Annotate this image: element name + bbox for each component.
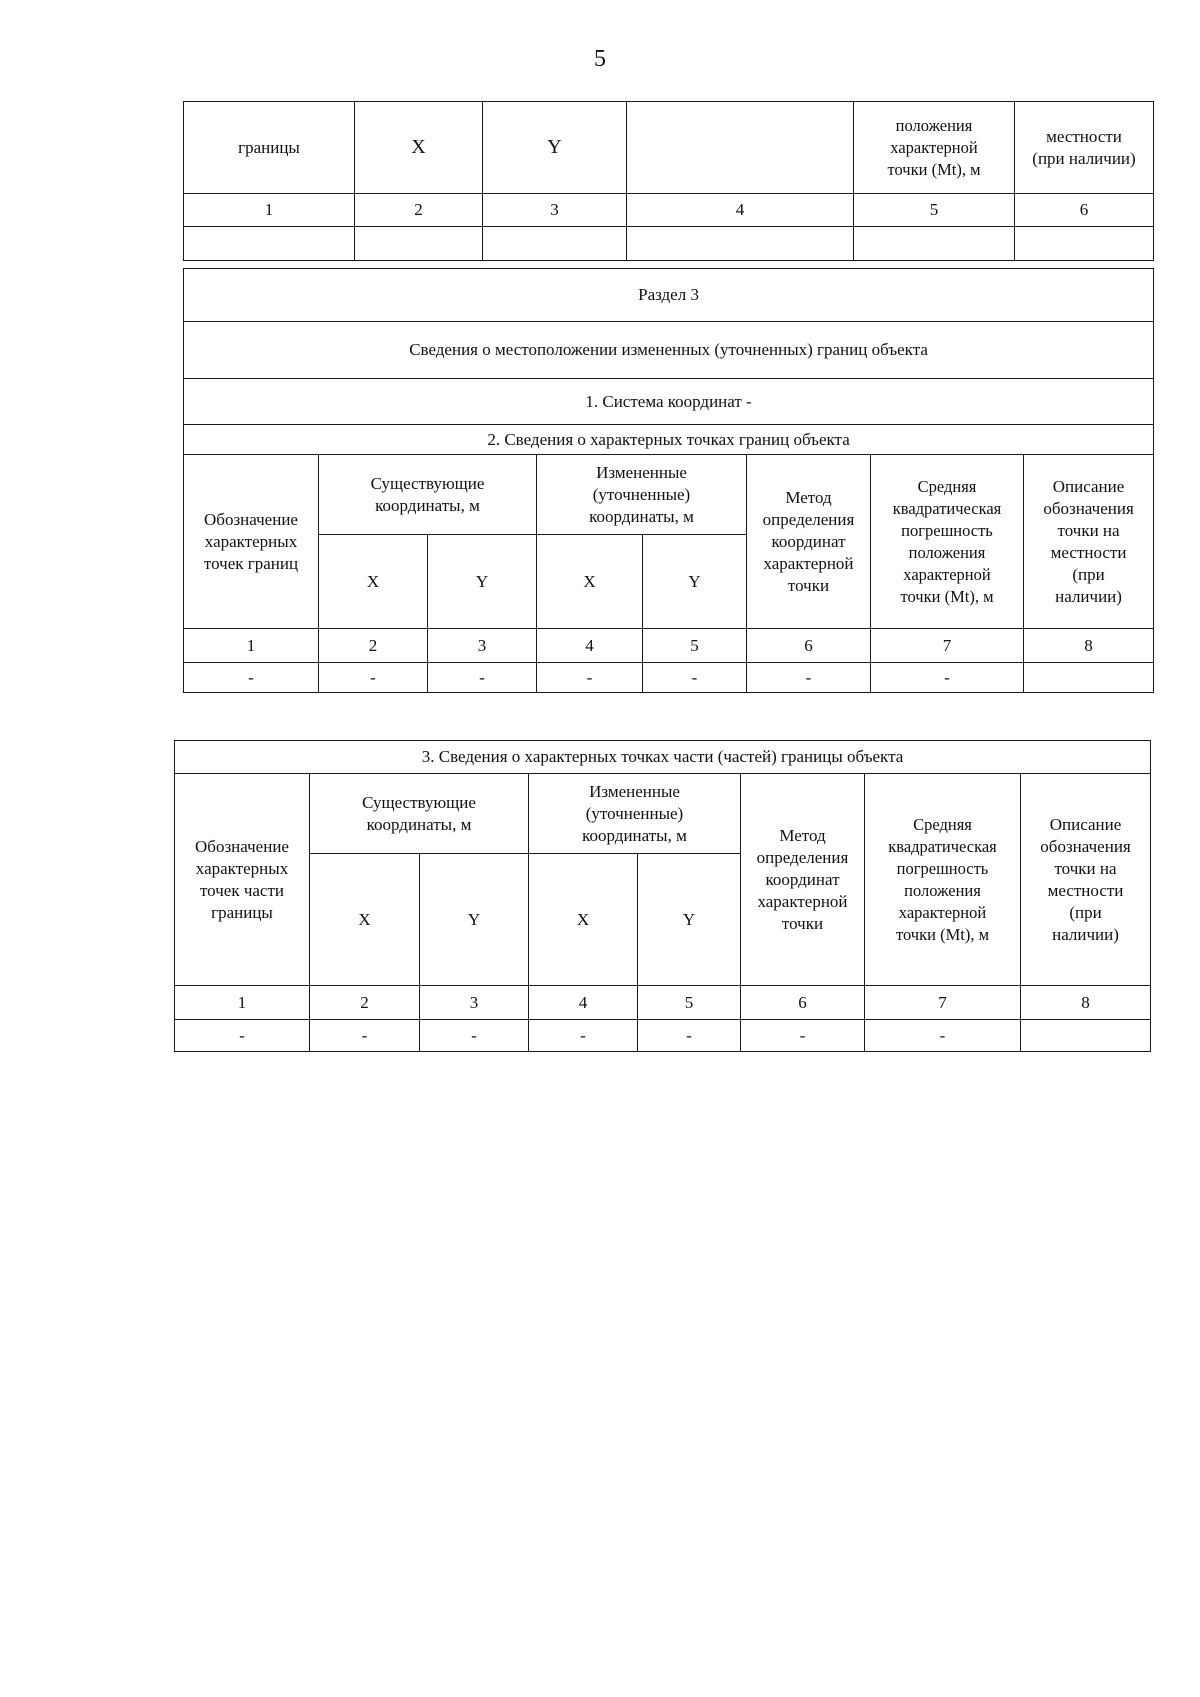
header-existing-coordinates: Существующие координаты, м — [319, 455, 537, 535]
header-changed-coordinates: Измененные (уточненные) координаты, м — [529, 774, 741, 854]
part-table-header-row — [175, 774, 1151, 854]
table-cell: - — [747, 663, 871, 693]
page-number: 5 — [594, 46, 606, 72]
part-points-heading: 3. Сведения о характерных точках части (частей) границы объекта — [175, 741, 1151, 774]
continued-table-empty-row — [184, 227, 1154, 261]
column-number: 2 — [310, 986, 420, 1020]
table-cell: - — [310, 1020, 420, 1052]
column-number: 7 — [871, 629, 1024, 663]
column-number: 4 — [529, 986, 638, 1020]
table-cell: - — [428, 663, 537, 693]
header-existing-coordinates: Существующие координаты, м — [310, 774, 529, 854]
section-title: Раздел 3 — [184, 269, 1154, 322]
continued-table-header-row — [184, 102, 1154, 194]
table-cell: - — [643, 663, 747, 693]
column-number: 1 — [184, 194, 355, 227]
column-number: 1 — [184, 629, 319, 663]
axis-x: X — [529, 854, 638, 986]
axis-x: X — [319, 535, 428, 629]
header-cell: Y — [483, 102, 627, 194]
part-boundary-table — [174, 740, 1151, 1052]
column-number: 8 — [1021, 986, 1151, 1020]
axis-y: Y — [420, 854, 529, 986]
header-changed-coordinates: Измененные (уточненные) координаты, м — [537, 455, 747, 535]
header-designation: Обозначение характерных точек части границы — [175, 774, 310, 986]
axis-y: Y — [428, 535, 537, 629]
section-subtitle: Сведения о местоположении измененных (уточненных) границ объекта — [184, 322, 1154, 379]
header-method: Метод определения координат характерной точки — [741, 774, 865, 986]
table-row — [175, 1020, 1151, 1052]
continued-table-number-row — [184, 194, 1154, 227]
table-cell: - — [319, 663, 428, 693]
table-cell: - — [175, 1020, 310, 1052]
table-cell — [1024, 663, 1154, 693]
axis-x: X — [310, 854, 420, 986]
header-method: Метод определения координат характерной точки — [747, 455, 871, 629]
axis-y: Y — [643, 535, 747, 629]
table-cell: - — [741, 1020, 865, 1052]
header-description: Описание обозначения точки на местности (при наличии) — [1024, 455, 1154, 629]
column-number: 6 — [747, 629, 871, 663]
header-cell: положения характерной точки (Mt), м — [854, 102, 1015, 194]
column-number: 2 — [319, 629, 428, 663]
table-cell — [854, 227, 1015, 261]
column-number: 5 — [643, 629, 747, 663]
column-number: 5 — [638, 986, 741, 1020]
column-number: 4 — [627, 194, 854, 227]
column-number: 2 — [355, 194, 483, 227]
table-cell — [355, 227, 483, 261]
section-3-table — [183, 268, 1154, 693]
table-cell — [1021, 1020, 1151, 1052]
header-designation: Обозначение характерных точек границ — [184, 455, 319, 629]
points-table-header-row — [184, 455, 1154, 535]
coordinate-system-line: 1. Система координат - — [184, 379, 1154, 425]
table-cell — [184, 227, 355, 261]
column-number: 7 — [865, 986, 1021, 1020]
table-cell — [483, 227, 627, 261]
header-mean-error: Средняя квадратическая погрешность положения характерной точки (Mt), м — [865, 774, 1021, 986]
table-cell: - — [638, 1020, 741, 1052]
table-cell — [1015, 227, 1154, 261]
column-number: 5 — [854, 194, 1015, 227]
column-number: 1 — [175, 986, 310, 1020]
continued-table — [183, 101, 1154, 261]
table-cell — [627, 227, 854, 261]
column-number: 8 — [1024, 629, 1154, 663]
points-table-number-row — [184, 629, 1154, 663]
header-cell: местности (при наличии) — [1015, 102, 1154, 194]
column-number: 6 — [1015, 194, 1154, 227]
column-number: 3 — [420, 986, 529, 1020]
header-mean-error: Средняя квадратическая погрешность положения характерной точки (Mt), м — [871, 455, 1024, 629]
table-cell: - — [865, 1020, 1021, 1052]
axis-x: X — [537, 535, 643, 629]
column-number: 6 — [741, 986, 865, 1020]
column-number: 4 — [537, 629, 643, 663]
column-number: 3 — [428, 629, 537, 663]
header-cell: границы — [184, 102, 355, 194]
axis-y: Y — [638, 854, 741, 986]
table-cell: - — [537, 663, 643, 693]
column-number: 3 — [483, 194, 627, 227]
table-cell: - — [184, 663, 319, 693]
header-cell — [627, 102, 854, 194]
table-cell: - — [529, 1020, 638, 1052]
header-cell: X — [355, 102, 483, 194]
header-description: Описание обозначения точки на местности (при наличии) — [1021, 774, 1151, 986]
table-cell: - — [871, 663, 1024, 693]
table-row — [184, 663, 1154, 693]
part-table-number-row — [175, 986, 1151, 1020]
points-heading: 2. Сведения о характерных точках границ объекта — [184, 425, 1154, 455]
table-cell: - — [420, 1020, 529, 1052]
